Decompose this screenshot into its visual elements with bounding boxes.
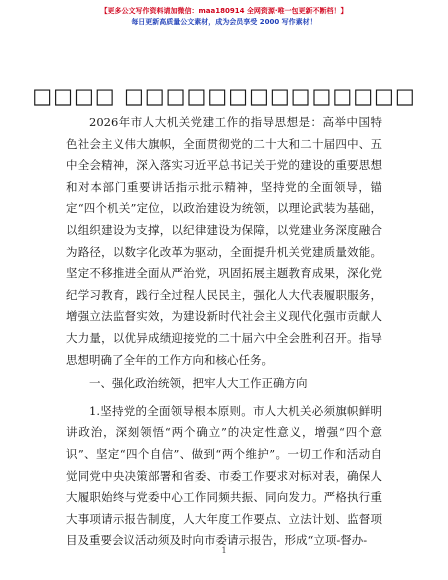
section-paragraph: 1.坚持党的全面领导根本原则。市人大机关必须旗帜鲜明讲政治，深刻领悟“两个确立”的决定性意义，增强“四个意识”、坚定“四个自信”、做到“两个维护”。一切工作和活动自觉同党中央决策部署和省委、市委工作要求对标对表，确保人大履职始终与党委中心工作同频共振、同向发力。严格执行重大事项请示报告制度，人大年度工作要点、立法计划、监督项目及重要会议活动须及时向市委请示报告，形成“立项-督办- — [66, 403, 382, 548]
document-body — [66, 112, 382, 552]
page-number: 1 — [221, 546, 227, 555]
promo-line-red: 【更多公文写作资料请加微信：maa180914 全网资源·唯一包更新不断档！】 — [100, 7, 348, 15]
header-banner — [0, 6, 448, 28]
section-heading: 一、强化政治统领，把牢人大工作正确方向 — [89, 376, 308, 391]
document-title: □□□□ □□□□□□□□□□□□□□ — [32, 84, 416, 108]
guiding-ideology-paragraph: 2026年市人大机关党建工作的指导思想是：高举中国特色社会主义伟大旗帜，全面贯彻党的二十大和二十届四中、五中全会精神，深入落实习近平总书记关于党的建设的重要思想和对本部门重要讲话指示批示精神，坚持党的全面领导，锚定“四个机关”定位，以政治建设为统领，以理论武装为基础，以组织建设为支撑，以纪律建设为保障，以党建业务深度融合为路径，以数字化改革为驱动，全面提升机关党建质量效能。坚定不移推进全面从严治党，巩固拓展主题教育成果，深化党纪学习教育，践行全过程人民民主，强化人大代表履职服务，增强立法监督实效，为建设新时代社会主义现代化强市贡献人大力量，以优异成绩迎接党的二十届六中全会胜利召开。指导思想明确了全年的工作方向和核心任务。 — [66, 115, 382, 367]
promo-line-blue: 每日更新高质量公文素材，成为会员享受 2000 写作素材！ — [131, 18, 317, 26]
